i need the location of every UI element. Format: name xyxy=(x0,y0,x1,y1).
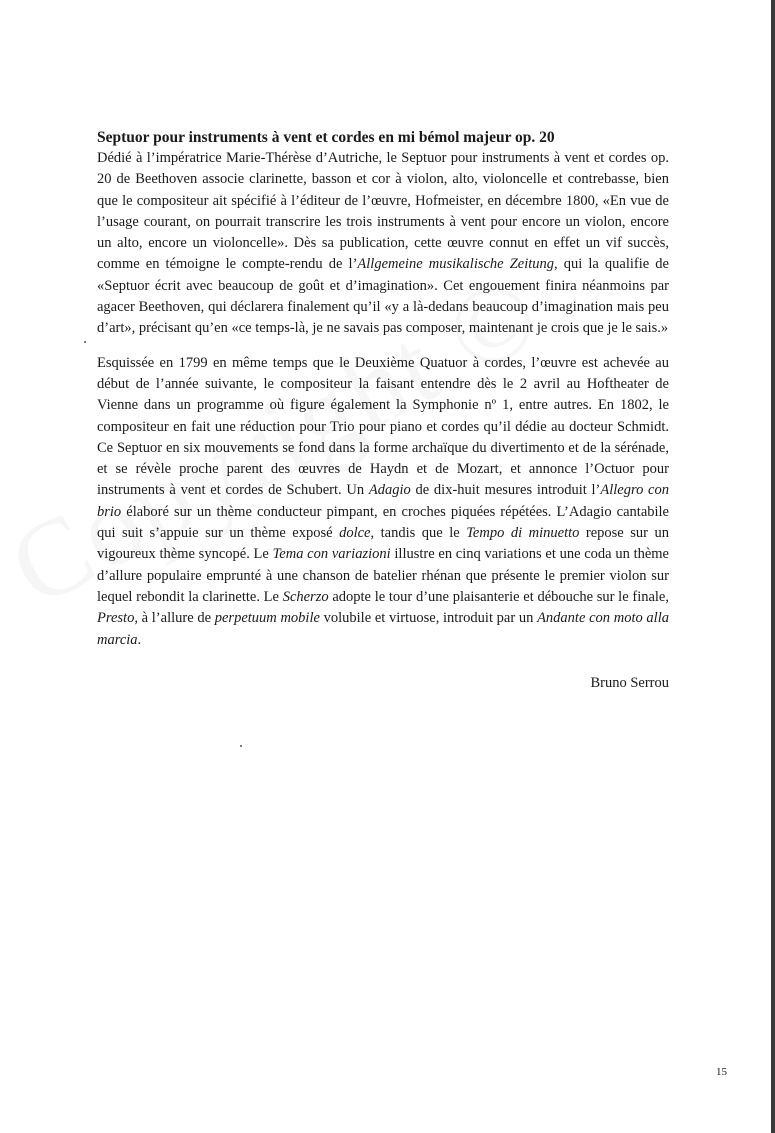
italic-term: Adagio xyxy=(368,482,411,499)
text-run: , qui la qualifie de «Septuor écrit avec beaucoup de goût et d’imagination». Cet engouement finira néanmoins par agacer Beethoven, qui déclarera finalement qu’il «y a là-dedans beaucoup d’imagination mais peu d’art», précisant qu’en «ce temps-là, je ne savais pas composer, maintenant je crois que je le sais.» xyxy=(97,256,669,337)
text-run: élaboré sur un thème conducteur pimpant, en croches piquées répétées. L’Adagio cantabile qui suit s’appuie sur un thème exposé xyxy=(97,503,669,542)
author-signature: Bruno Serrou xyxy=(590,674,669,691)
italic-term: dolce xyxy=(339,525,371,542)
text-run: volubile et virtuose, introduit par un xyxy=(319,610,538,627)
text-run: Dédié à l’impératrice Marie-Thérèse d’Autriche, le Septuor pour instruments à vent et cordes op. 20 de Beethoven associe clarinette, basson et cor à violon, alto, violoncelle et contrebasse, bien que le compositeur ait spécifié à l’éditeur de l’œuvre, Hofmeister, en décembre 1800, «En vue de l’usage courant, on pourrait transcrire les trois instruments à vent pour encore un violon, encore un alto, encore un violoncelle». Dès sa publication, cette œuvre connut en effet un vif succès, comme en témoigne le compte-rendu de l’ xyxy=(97,150,669,273)
text-run: , tandis que le xyxy=(370,525,467,542)
italic-term: Allegro con brio xyxy=(97,482,669,520)
text-run: adopte le tour d’une plaisanterie et débouche sur le finale, xyxy=(328,588,669,605)
text-run: de dix-huit mesures introduit l’ xyxy=(410,482,601,499)
document-body xyxy=(97,127,669,694)
page-number: 15 xyxy=(716,1066,727,1078)
print-mark-dot xyxy=(240,745,242,747)
italic-term: Tema con variazioni xyxy=(272,546,391,563)
text-run: , à l’allure de xyxy=(134,610,215,627)
text-run: illustre en cinq variations et une coda un thème d’allure populaire emprunté à une chanson de batelier rhénan que présente le premier violon sur lequel rebondit la clarinette. Le xyxy=(97,546,669,605)
italic-term: Tempo di minuetto xyxy=(466,525,580,542)
italic-term: Scherzo xyxy=(282,588,329,605)
italic-term: Andante con moto alla marcia xyxy=(97,610,669,648)
paragraph-dedication xyxy=(97,148,669,340)
paragraph-composition xyxy=(97,353,669,651)
print-mark-dot xyxy=(84,341,86,343)
section-title: Septuor pour instruments à vent et cordes en mi bémol majeur op. 20 xyxy=(97,129,555,146)
text-run: . xyxy=(137,631,142,648)
text-run: Esquissée en 1799 en même temps que le Deuxième Quatuor à cordes, l’œuvre est achevée au début de l’année suivante, le compositeur la faisant entendre dès le 2 avril au Hoftheater de Vienne dans un programme où figure également la Symphonie nº 1, entre autres. En 1802, le compositeur en fait une réduction pour Trio pour piano et cordes qu’il dédie au docteur Schmidt. Ce Septuor en six mouvements se fond dans la forme archaïque du divertimento et de la sérénade, et se révèle proche parent des œuvres de Haydn et de Mozart, et annonce l’Octuor pour instruments à vent et cordes de Schubert. Un xyxy=(97,354,669,499)
italic-term: Allgemeine musikalische Zeitung xyxy=(357,256,555,273)
italic-term: perpetuum mobile xyxy=(214,610,320,627)
text-run: repose sur un vigoureux thème syncopé. Le xyxy=(97,525,669,563)
italic-term: Presto xyxy=(97,610,135,627)
